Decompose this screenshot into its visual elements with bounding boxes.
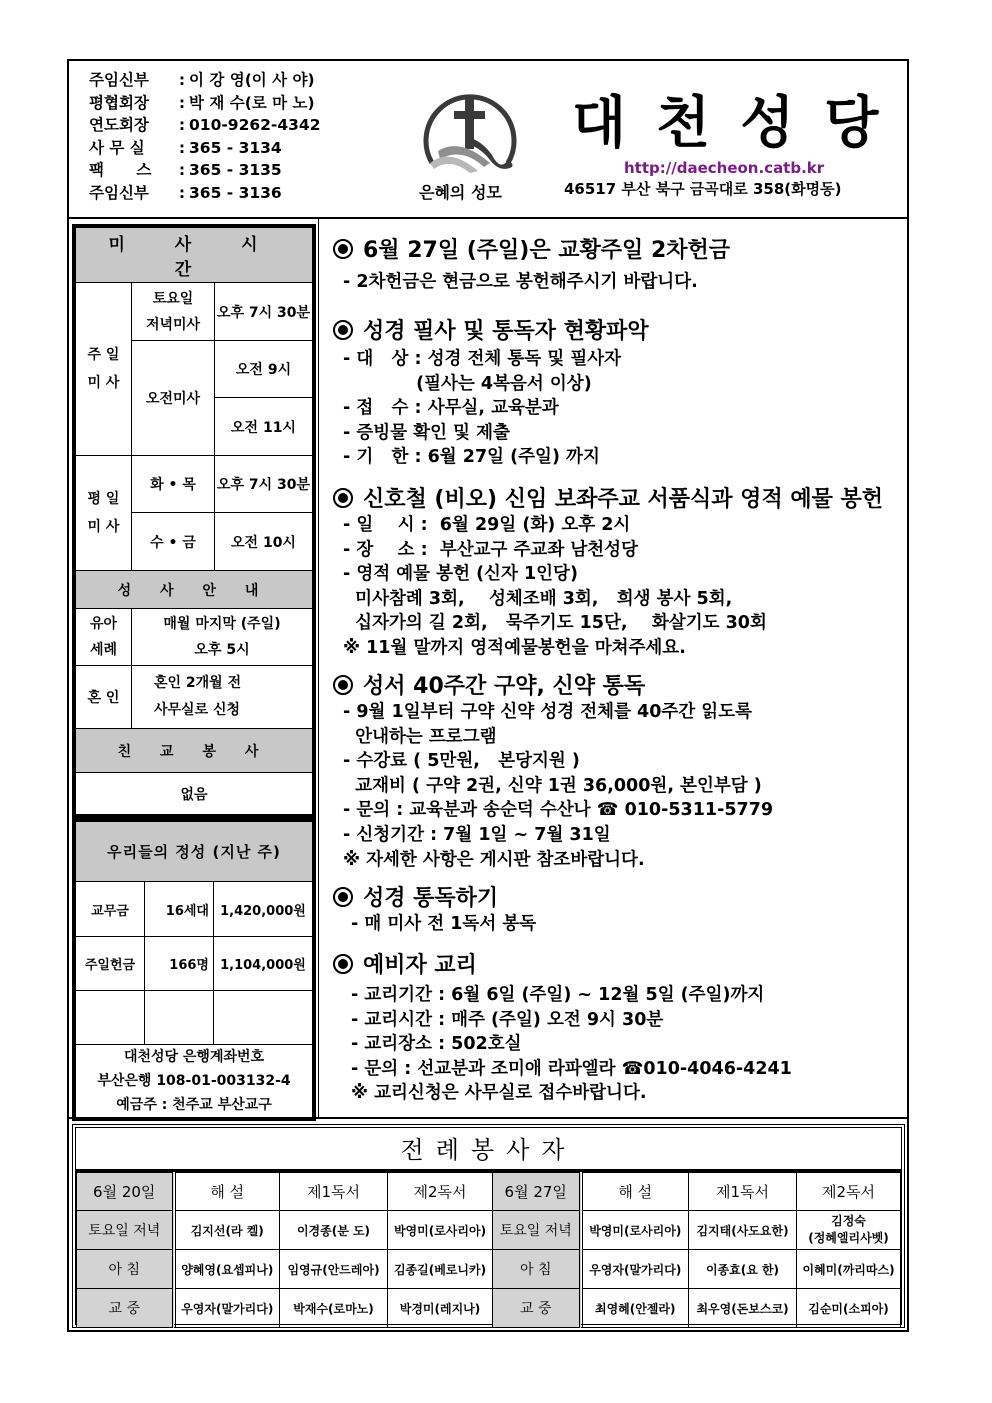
offering-amount: 1,420,000원 (214, 882, 313, 937)
notice-body (333, 700, 773, 872)
notice-line: - 교리기간 : 6월 6일 (주일) ~ 12월 5일 (주일)까지 (351, 985, 765, 1005)
offerings-title: 우리들의 정성 (지난 주) (76, 822, 313, 882)
header (67, 59, 909, 219)
notice-line: - 접 수 : 사무실, 교육분과 (343, 398, 559, 419)
server-name: 박영미(로사리아) (581, 1211, 689, 1250)
server-name: 우영자(말가리다) (581, 1250, 689, 1289)
notice-line: - 2차헌금은 현금으로 봉헌해주시기 바랍니다. (343, 272, 698, 292)
slot-label: 아 침 (77, 1250, 174, 1289)
contact-value: 박 재 수(로 마 노) (189, 93, 315, 112)
notice-line: ※ 자세한 사항은 게시판 참조바랍니다. (343, 849, 645, 870)
logo-caption: 은혜의 성모 (419, 183, 502, 202)
server-name: 우영자(말가리다) (174, 1289, 280, 1328)
label-line: 유아 (89, 616, 118, 632)
notice (333, 881, 536, 937)
mass-type: 오전미사 (132, 341, 215, 456)
server-name: 임영규(안드레아) (280, 1250, 388, 1289)
sacrament-value (132, 666, 313, 729)
notice-line: - 증빙물 확인 및 제출 (343, 422, 510, 443)
label-line: 미 사 (87, 519, 120, 535)
contact-row (89, 159, 321, 182)
contact-label: 사 무 실 (89, 138, 145, 157)
sacraments-title: 성 사 안 내 (76, 571, 313, 609)
mass-times-table (75, 227, 313, 815)
liturgy-title: 전례봉사자 (76, 1128, 901, 1172)
church-logo-icon (420, 85, 520, 185)
circle-bullet-icon (333, 239, 353, 259)
server-name: 이종효(요 한) (689, 1250, 797, 1289)
column-header: 해 설 (581, 1173, 689, 1211)
notice-title-text: 신호철 (비오) 신임 보좌주교 서품식과 영적 예물 봉헌 (363, 487, 884, 512)
offering-label: 주일헌금 (76, 937, 145, 991)
server-name: 이혜미(까리따스) (797, 1250, 901, 1289)
church-address: 46517 부산 북구 금곡대로 358(화명동) (564, 180, 842, 198)
contact-label: 평협회장 (89, 93, 149, 112)
offering-amount (214, 991, 313, 1045)
circle-bullet-icon (333, 675, 353, 695)
circle-bullet-icon (333, 887, 353, 907)
server-name: 김순미(소피아) (797, 1289, 901, 1328)
name-line: (정혜엘리사벳) (808, 1231, 889, 1245)
notice-line: ※ 교리신청은 사무실로 접수바랍니다. (351, 1083, 647, 1104)
church-title: 대천성당 (572, 91, 909, 156)
notice-line: - 기 한 : 6월 27일 (주일) 까지 (343, 447, 600, 468)
contact-row (89, 92, 321, 115)
notice-line: - 신청기간 : 7월 1일 ~ 7월 31일 (343, 824, 611, 845)
column-header: 제1독서 (689, 1173, 797, 1211)
left-column (72, 224, 316, 1121)
bank-line: 부산은행 108-01-003132-4 (97, 1073, 291, 1089)
notice (333, 669, 773, 872)
visiting-value: 없음 (76, 773, 313, 815)
contact-list (89, 69, 321, 205)
liturgy-servers-box (72, 1124, 905, 1328)
notice-line: - 매 미사 전 1독서 봉독 (351, 914, 537, 934)
notice-line: (필사는 4복음서 이상) (343, 373, 592, 394)
label-line: 미 사 (87, 375, 120, 391)
slot-label: 토요일 저녁 (77, 1211, 174, 1250)
notice-line: - 장 소 : 부산교구 주교좌 남천성당 (343, 539, 638, 560)
contact-row (89, 114, 321, 137)
slot-label: 교 중 (77, 1289, 174, 1328)
server-name: 김지선(라 켈) (174, 1211, 280, 1250)
table-row (77, 1173, 901, 1211)
contact-value: 365 - 3134 (189, 138, 282, 157)
column-header: 해 설 (174, 1173, 280, 1211)
separator: : (178, 183, 186, 202)
notice-title (333, 314, 649, 345)
liturgy-table (76, 1172, 901, 1328)
notice-title (333, 948, 792, 979)
server-name: 양혜영(요셉피나) (174, 1250, 280, 1289)
value-line: 사무실로 신청 (154, 702, 241, 718)
server-name: 최영혜(안젤라) (581, 1289, 689, 1328)
notice (333, 948, 792, 1106)
contact-row (89, 182, 321, 205)
contact-label: 주임신부 (89, 71, 149, 89)
label-line: 저녁미사 (145, 316, 201, 333)
label-line: 토요일 (152, 290, 194, 307)
mass-time: 오후 7시 30분 (215, 283, 313, 341)
notice (333, 314, 649, 470)
value-line: 매월 마지막 (주일) (163, 616, 281, 632)
value-line: 오후 5시 (194, 642, 250, 658)
notice-line: - 수강료 ( 5만원, 본당지원 ) (343, 751, 580, 772)
mass-type (132, 283, 215, 341)
bank-line: 대천성당 은행계좌번호 (123, 1049, 265, 1065)
offering-label: 교무금 (76, 882, 145, 937)
notice-title (333, 233, 730, 264)
server-name: 박경미(레지나) (388, 1289, 493, 1328)
table-row (77, 1250, 901, 1289)
notice-title-text: 성서 40주간 구약, 신약 통독 (363, 674, 646, 699)
notice-line: - 일 시 : 6월 29일 (화) 오후 2시 (343, 515, 631, 535)
notice-line: - 문의 : 선교분과 조미애 라파엘라 ☎010-4046-4241 (351, 1058, 792, 1079)
offering-amount: 1,104,000원 (214, 937, 313, 991)
table-row (77, 1289, 901, 1328)
notice-line: - 9월 1일부터 구약 신약 성경 전체를 40주간 읽도록 (343, 702, 752, 722)
offering-count: 166명 (145, 937, 214, 991)
notice-line: - 문의 : 교육분과 송순덕 수산나 ☎ 010-5311-5779 (343, 800, 774, 821)
contact-value: 이 강 영(이 사 야) (189, 71, 315, 89)
column-header: 제2독서 (797, 1173, 901, 1211)
notice-body (333, 513, 883, 661)
label-line: 주 일 (87, 347, 120, 363)
server-name: 박영미(로사리아) (388, 1211, 493, 1250)
notice-line: - 교리장소 : 502호실 (351, 1034, 522, 1055)
mass-type: 수 • 금 (132, 513, 215, 571)
offerings-table (75, 821, 313, 1118)
notice-line: 교재비 ( 구약 2권, 신약 1권 36,000원, 본인부담 ) (343, 775, 762, 796)
sunday-mass-label (76, 283, 132, 456)
table-row (77, 1211, 901, 1250)
server-name: 최우영(돈보스코) (689, 1289, 797, 1328)
mass-type: 화 • 목 (132, 456, 215, 513)
column-header: 제1독서 (280, 1173, 388, 1211)
server-name: 이경종(분 도) (280, 1211, 388, 1250)
value-line: 혼인 2개월 전 (154, 675, 242, 691)
notice-title-text: 6월 27일 (주일)은 교황주일 2차헌금 (363, 238, 731, 263)
column-header: 제2독서 (388, 1173, 493, 1211)
notice-line: ※ 11월 말까지 영적예물봉헌을 마쳐주세요. (343, 637, 686, 658)
offering-label (76, 991, 145, 1045)
notice-line: - 대 상 : 성경 전체 통독 및 필사자 (343, 349, 622, 369)
offerings-box (72, 818, 316, 1121)
server-name (797, 1211, 901, 1250)
notice-title-text: 예비자 교리 (363, 953, 477, 978)
notice-title (333, 669, 773, 700)
notices-column (318, 219, 909, 1117)
contact-row (89, 69, 321, 92)
separator: : (178, 93, 186, 112)
offering-count: 16세대 (145, 882, 214, 937)
name-line: 김정숙 (831, 1214, 866, 1228)
server-name: 김지태(사도요한) (689, 1211, 797, 1250)
notice-line: 미사참례 3회, 성체조배 3회, 희생 봉사 5회, (343, 588, 733, 609)
mass-time: 오전 10시 (215, 513, 313, 571)
sacrament-label: 혼 인 (76, 666, 132, 729)
contact-label: 주임신부 (89, 183, 149, 202)
circle-bullet-icon (333, 320, 353, 340)
notice-title-text: 성경 필사 및 통독자 현황파악 (363, 319, 649, 344)
contact-value: 010-9262-4342 (189, 116, 321, 135)
notice-title (333, 482, 883, 513)
weekday-mass-label (76, 456, 132, 571)
separator: : (178, 71, 186, 89)
bank-account (76, 1045, 313, 1118)
separator: : (178, 116, 186, 135)
mass-time: 오후 7시 30분 (215, 456, 313, 513)
notice-line: 안내하는 프로그램 (343, 726, 497, 747)
notice (333, 482, 883, 661)
notice-title (333, 881, 536, 912)
offering-count (145, 991, 214, 1045)
slot-label: 토요일 저녁 (493, 1211, 581, 1250)
section-divider (67, 1117, 909, 1119)
notice-body (333, 347, 649, 470)
visiting-title: 친 교 봉 사 (76, 729, 313, 773)
mass-times-box (72, 224, 316, 818)
notice-line: - 영적 예물 봉헌 (신자 1인당) (343, 564, 578, 585)
contact-value: 365 - 3135 (189, 161, 282, 180)
circle-bullet-icon (333, 488, 353, 508)
notice (333, 233, 730, 295)
label-line: 세례 (89, 642, 118, 658)
notice-body (333, 983, 792, 1106)
slot-label: 아 침 (493, 1250, 581, 1289)
bank-line: 예금주 : 천주교 부산교구 (116, 1097, 272, 1113)
mass-times-title: 미 사 시 간 (76, 228, 313, 283)
sacrament-label (76, 609, 132, 666)
separator: : (178, 138, 186, 157)
contact-row (89, 137, 321, 160)
separator: : (178, 161, 186, 180)
contact-label: 연도회장 (89, 116, 149, 135)
contact-value: 365 - 3136 (189, 183, 282, 202)
notice-line: 십자가의 길 2회, 묵주기도 15단, 화살기도 30회 (343, 613, 767, 634)
sacrament-value (132, 609, 313, 666)
mass-time: 오전 9시 (215, 341, 313, 398)
church-url-link[interactable]: http://daecheon.catb.kr (624, 159, 825, 177)
server-name: 박재수(로마노) (280, 1289, 388, 1328)
label-line: 평 일 (87, 491, 120, 507)
notice-line: - 교리시간 : 매주 (주일) 오전 9시 30분 (351, 1009, 664, 1030)
week1-date: 6월 20일 (77, 1173, 174, 1211)
week2-date: 6월 27일 (493, 1173, 581, 1211)
mass-time: 오전 11시 (215, 398, 313, 456)
slot-label: 교 중 (493, 1289, 581, 1328)
circle-bullet-icon (333, 954, 353, 974)
server-name: 김종길(베로니카) (388, 1250, 493, 1289)
notice-title-text: 성경 통독하기 (363, 886, 499, 911)
contact-label: 팩 스 (89, 161, 152, 180)
